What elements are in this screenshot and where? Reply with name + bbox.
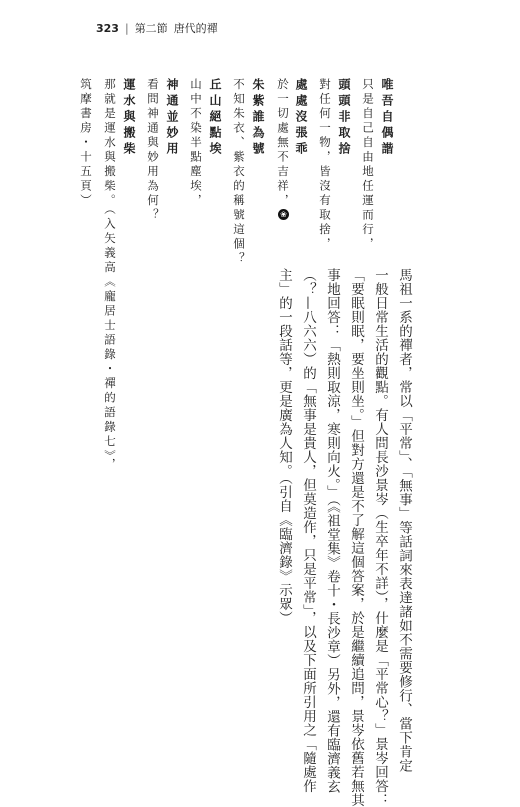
poem-title-1: 唯吾自偶諧 (380, 78, 394, 158)
header-separator: | (124, 22, 129, 35)
body-column-5: （？—八六六）的「無事是貴人，但莫造作，只是平常」，以及下面所引用之「隨處作 (300, 268, 316, 794)
body-column-6: 主」的一段話等，更是廣為人知。（引自《臨濟錄》示眾） (276, 268, 292, 626)
poem-title-4: 朱紫誰為號 (251, 78, 265, 158)
page-number: 323 (96, 22, 119, 35)
poem-title-2: 頭頭非取捨 (337, 78, 351, 158)
poem-line-3: 於一切處無不吉祥， (276, 78, 290, 209)
poem-line-1: 只是自己自由地任運而行， (361, 78, 375, 252)
poem-line-7: 那就是運水與搬柴。（入矢義高《龐居士語錄・禪的語錄七》， (103, 78, 117, 473)
running-header (96, 20, 218, 36)
poem-source: 筑摩書房・十五頁） (79, 78, 93, 209)
poem-line-4: 不知朱衣、紫衣的稱號這個？ (232, 78, 246, 267)
poem-title-7: 運水與搬柴 (122, 78, 136, 158)
chapter-label: 第二節 (134, 22, 168, 35)
body-column-4: 事地回答：「熱則取涼，寒則向火。」（《祖堂集》卷十・長沙章）另外，還有臨濟義玄 (324, 268, 340, 794)
note-badge-icon: ❀ (279, 209, 288, 219)
section-title: 唐代的禪 (173, 22, 218, 35)
poem-line-6: 看問神通與妙用為何？ (146, 78, 160, 223)
poem-line-5: 山中不染半點塵埃， (189, 78, 203, 209)
poem-title-5: 丘山絕點埃 (208, 78, 222, 158)
body-column-1: 馬祖一系的禪者，常以「平常」、「無事」等話詞來表達諸如不需要修行、當下肯定 (396, 268, 412, 773)
body-column-3: 「要眠則眠，要坐則坐。」但對方還是不了解這個答案，於是繼續追問，景岑依舊若無其 (348, 268, 364, 807)
poem-title-3: 處處沒張乖 (294, 78, 308, 158)
poem-line-3-wrap (274, 78, 293, 219)
body-column-2: 一般日常生活的觀點。有人問長沙景岑（生卒年不詳），什麼是「平常心？」景岑回答： (372, 268, 388, 807)
poem-title-6: 神通並妙用 (165, 78, 179, 158)
poem-line-2: 對任何一物，皆沒有取捨， (318, 78, 332, 252)
